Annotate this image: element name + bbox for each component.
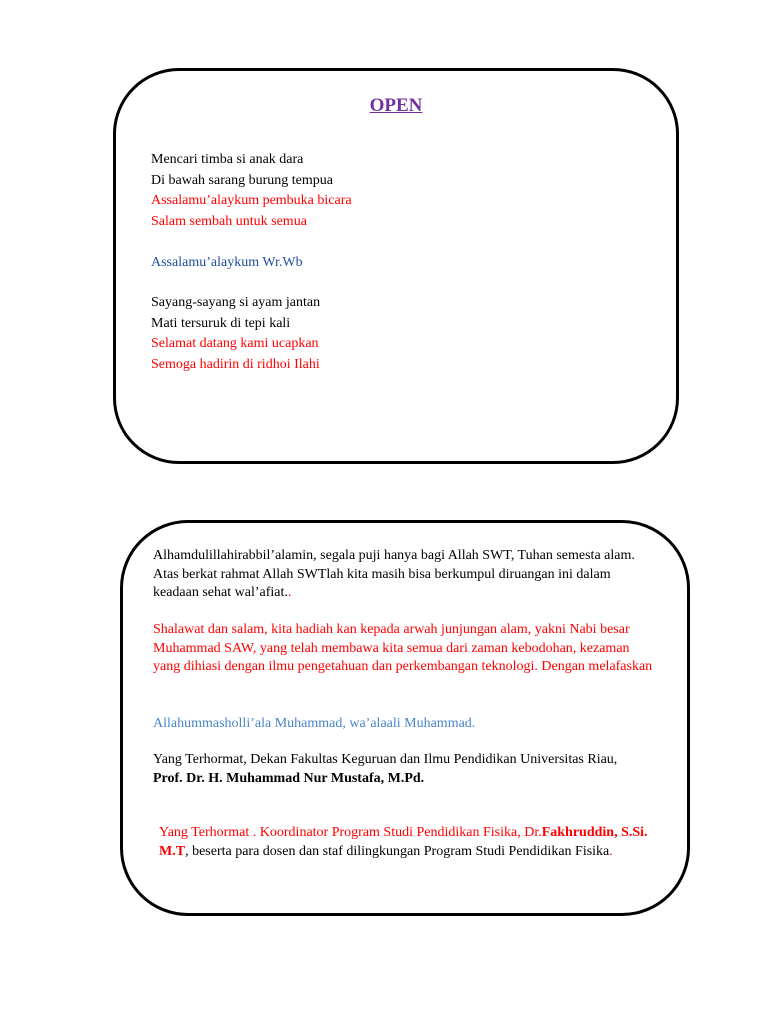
- shalawat-paragraph: Shalawat dan salam, kita hadiah kan kepada arwah junjungan alam, yakni Nabi besar Muhammad SAW, yang telah membawa kita semua dari zaman kebodohan, kezaman yang dihiasi dengan ilmu pengetahuan dan perkembangan teknologi. Dengan melafaskan: [153, 622, 653, 674]
- card-title: OPEN: [369, 95, 423, 116]
- pantun-line: Semoga hadirin di ridhoi Ilahi: [151, 357, 320, 373]
- coordinator-intro: Yang Terhormat . Koordinator Program Studi Pendidikan Fisika, Dr.: [159, 825, 542, 840]
- pantun-line: Mati tersuruk di tepi kali: [151, 315, 291, 331]
- pantun-stanza-2: [151, 293, 651, 376]
- islamic-greeting: Assalamu’alaykum Wr.Wb: [151, 255, 303, 270]
- opening-pantun-card: [113, 68, 679, 464]
- speech-card: [120, 520, 690, 916]
- pantun-line: Di bawah sarang burung tempua: [151, 172, 333, 188]
- pantun-line: Mencari timba si anak dara: [151, 152, 304, 167]
- hamdalah-paragraph: [153, 547, 643, 603]
- coordinator-period: .: [609, 843, 613, 859]
- pantun-line: Assalamu’alaykum pembuka bicara: [151, 193, 352, 209]
- pantun-line: Selamat datang kami ucapkan: [151, 336, 319, 352]
- pantun-line: Salam sembah untuk semua: [151, 214, 307, 230]
- shalawat-recital: Allahummasholli’ala Muhammad, wa’alaali Muhammad.: [153, 716, 476, 731]
- coordinator-name: Fakhruddin, S.Si. M.T: [159, 825, 648, 859]
- dean-intro: Yang Terhormat, Dekan Fakultas Keguruan dan Ilmu Pendidikan Universitas Riau,: [153, 752, 618, 767]
- coordinator-greeting: [159, 824, 664, 861]
- pantun-stanza-1: [151, 150, 651, 233]
- hamdalah-period: .: [287, 585, 292, 600]
- dean-name: Prof. Dr. H. Muhammad Nur Mustafa, M.Pd.: [153, 770, 425, 786]
- pantun-line: Sayang-sayang si ayam jantan: [151, 295, 321, 310]
- dean-greeting: [153, 751, 673, 788]
- coordinator-rest: , beserta para dosen dan staf dilingkungan Program Studi Pendidikan Fisika: [185, 843, 610, 859]
- hamdalah-text: Alhamdulillahirabbil’alamin, segala puji hanya bagi Allah SWT, Tuhan semesta alam. Atas berkat rahmat Allah SWTlah kita masih bisa berkumpul diruangan ini dalam keadaan sehat wal’afiat.: [153, 548, 635, 600]
